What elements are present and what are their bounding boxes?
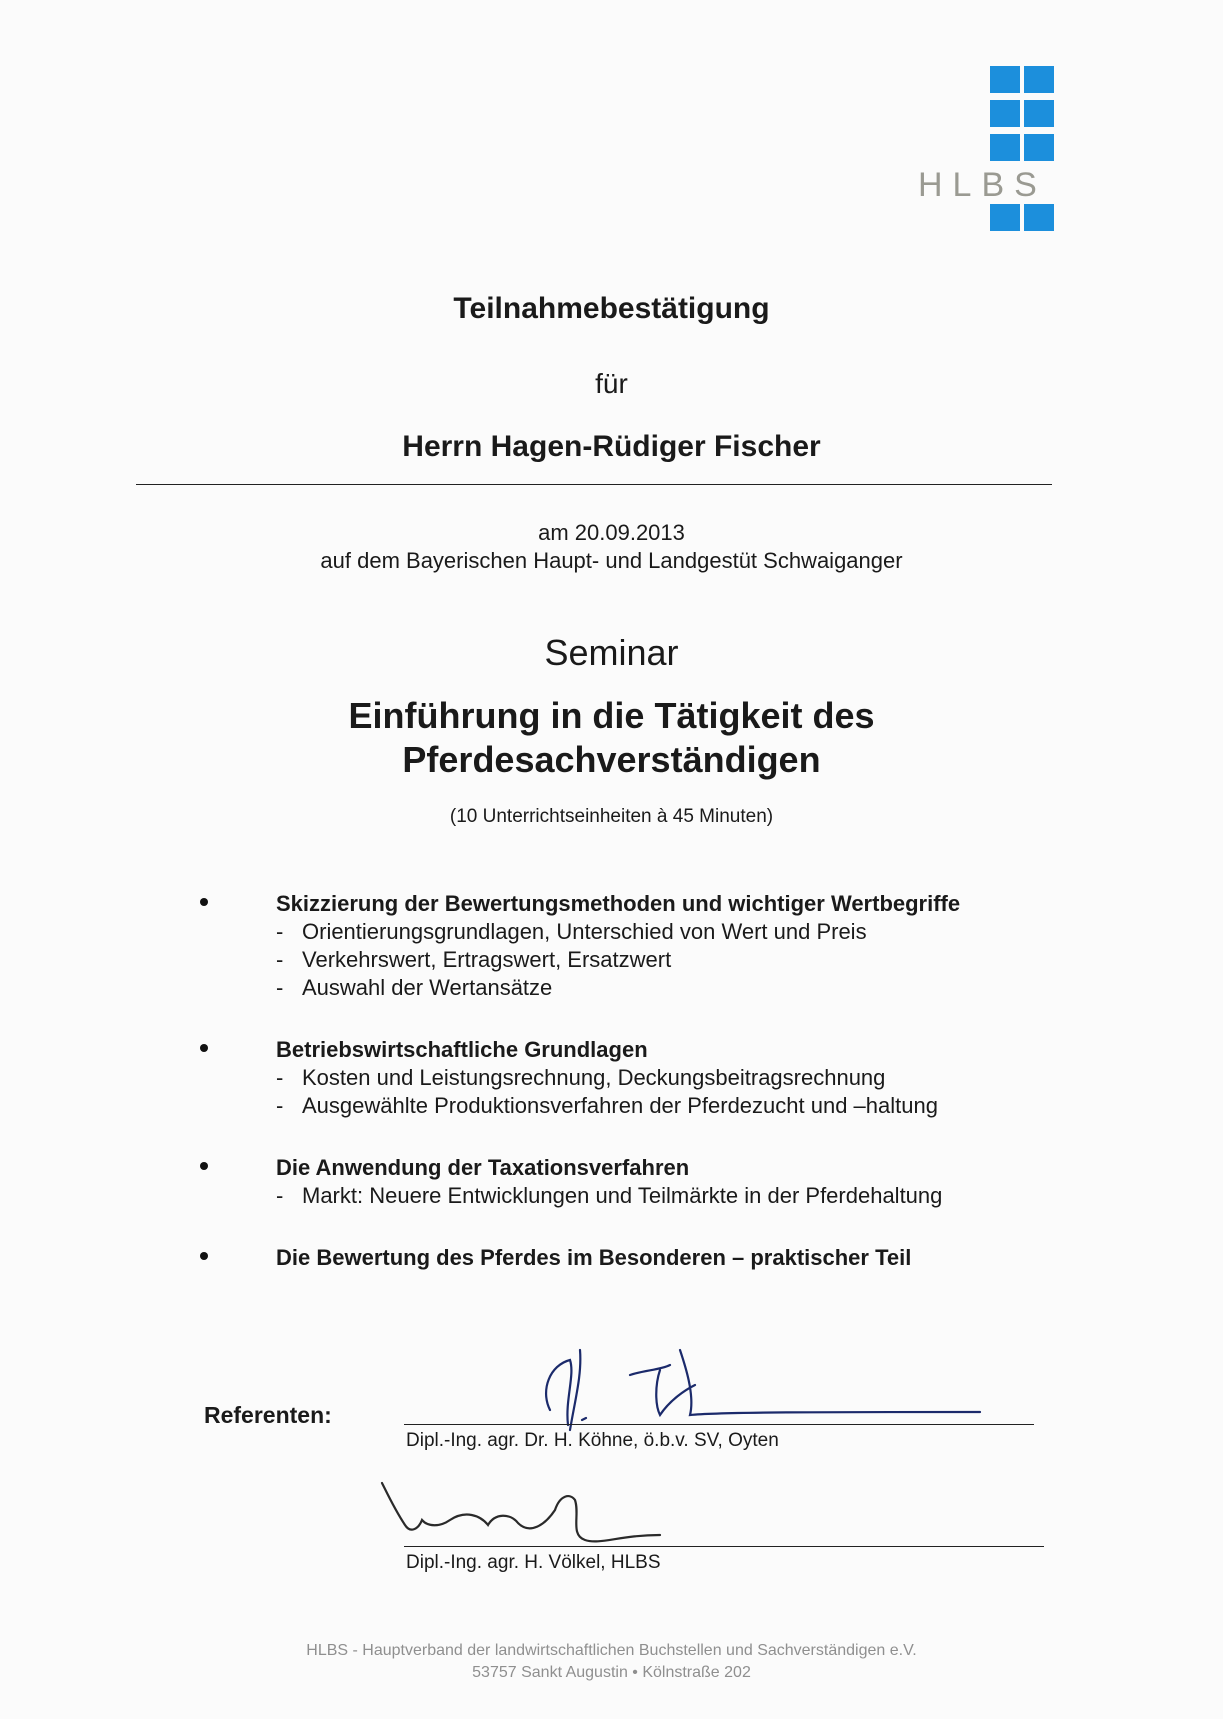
bullet-icon [200, 1044, 208, 1052]
signature-line-2 [404, 1546, 1044, 1547]
topic-subitem: - Markt: Neuere Entwicklungen und Teilmärkte in der Pferdehaltung [276, 1183, 943, 1208]
event-location: auf dem Bayerischen Haupt- und Landgestüt Schwaiganger [320, 548, 903, 573]
footer-address: 53757 Sankt Augustin • Kölnstraße 202 [472, 1664, 751, 1681]
logo-block [1024, 134, 1054, 161]
signature-2 [370, 1465, 690, 1555]
event-date: am 20.09.2013 [538, 520, 685, 545]
topic-list [200, 890, 1100, 1300]
hlbs-logo [918, 66, 1056, 236]
logo-block [1024, 100, 1054, 127]
signature-line-1 [404, 1424, 1034, 1425]
topic-item [200, 1244, 1100, 1272]
logo-block [990, 134, 1020, 161]
logo-text: HLBS [918, 166, 1047, 204]
topic-heading: Skizzierung der Bewertungsmethoden und wichtiger Wertbegriffe [276, 891, 961, 916]
logo-block [990, 100, 1020, 127]
seminar-title [0, 694, 1223, 782]
topic-item [200, 890, 1100, 1002]
seminar-title-line-2: Pferdesachverständigen [402, 739, 821, 780]
logo-block [1024, 204, 1054, 231]
recipient-name: Herrn Hagen-Rüdiger Fischer [402, 430, 821, 463]
topic-subitem: - Orientierungsgrundlagen, Unterschied von Wert und Preis [276, 919, 867, 944]
seminar-title-line-1: Einführung in die Tätigkeit des [348, 695, 875, 736]
topic-subitem: - Ausgewählte Produktionsverfahren der Pferdezucht und –haltung [276, 1093, 938, 1118]
topic-subitem: - Kosten und Leistungsrechnung, Deckungsbeitragsrechnung [276, 1065, 886, 1090]
logo-block [990, 204, 1020, 231]
topic-heading: Die Anwendung der Taxationsverfahren [276, 1155, 690, 1180]
divider [136, 484, 1052, 485]
topic-subitem: - Verkehrswert, Ertragswert, Ersatzwert [276, 947, 672, 972]
for-label: für [595, 368, 628, 399]
topic-item [200, 1036, 1100, 1120]
seminar-units: (10 Unterrichtseinheiten à 45 Minuten) [449, 806, 774, 827]
footer-organization: HLBS - Hauptverband der landwirtschaftlichen Buchstellen und Sachverständigen e.V. [306, 1642, 917, 1659]
document-title: Teilnahmebestätigung [453, 292, 770, 325]
bullet-icon [200, 898, 208, 906]
logo-block [990, 66, 1020, 93]
speaker-1-caption: Dipl.-Ing. agr. Dr. H. Köhne, ö.b.v. SV, Oyten [406, 1430, 779, 1451]
bullet-icon [200, 1162, 208, 1170]
bullet-icon [200, 1252, 208, 1260]
seminar-label: Seminar [544, 632, 679, 673]
topic-heading: Betriebswirtschaftliche Grundlagen [276, 1037, 648, 1062]
logo-block [1024, 66, 1054, 93]
topic-item [200, 1154, 1100, 1210]
speaker-2-caption: Dipl.-Ing. agr. H. Völkel, HLBS [406, 1552, 661, 1573]
topic-subitem: - Auswahl der Wertansätze [276, 975, 553, 1000]
speakers-label: Referenten: [204, 1402, 332, 1428]
topic-heading: Die Bewertung des Pferdes im Besonderen – praktischer Teil [276, 1245, 912, 1270]
